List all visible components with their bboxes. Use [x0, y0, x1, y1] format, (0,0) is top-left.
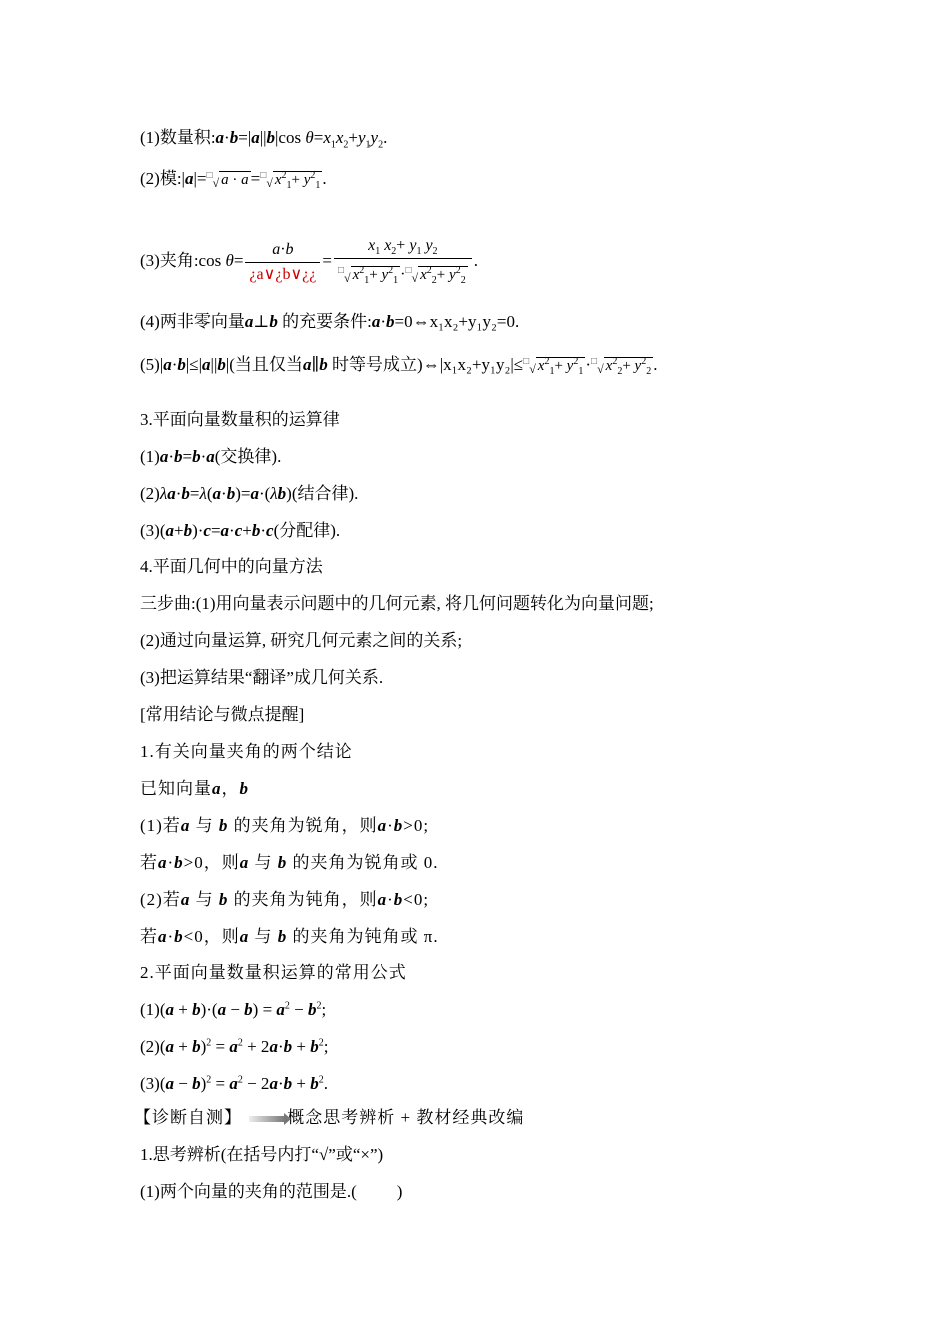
- diagnostic-subtitle: 概念思考辨析 + 教材经典改编: [287, 1108, 525, 1127]
- text: >0;: [403, 816, 430, 835]
- text: >0，则: [183, 853, 240, 872]
- known-vectors: 已知向量a，b: [140, 779, 249, 798]
- section-3-title: 3.平面向量数量积的运算律: [140, 410, 340, 429]
- diagnostic-title: 【诊断自测】: [134, 1108, 242, 1127]
- arrow-right-icon: [249, 1116, 285, 1122]
- formula-label: (4)两非零向量: [140, 312, 245, 331]
- text: 若: [140, 927, 158, 946]
- text: 的夹角为锐角或 0.: [292, 853, 439, 872]
- law-name: (分配律).: [273, 521, 341, 540]
- angle-fraction-coords: $\frac{x_1 x_2+ y_1 y_2}{^□√ x^2_1+ y^2_1 \cdot^□√ x^2_2+ y^2_2}$: [334, 236, 472, 288]
- text: 的夹角为钝角或 π.: [292, 927, 439, 946]
- law-name: (交换律).: [214, 447, 282, 466]
- text: (1)若: [140, 816, 181, 835]
- law-distributive: (3)(a+b)·c=a·c+b·c(分配律).: [140, 521, 341, 540]
- question-1-item-1: (1)两个向量的夹角的范围是.( ): [140, 1182, 403, 1201]
- formula-text: 的充要条件:: [282, 312, 372, 331]
- text: 的夹角为锐角，则: [233, 816, 378, 835]
- common-formula-3: $(3)(a - b)^2 = a^2 - 2a\cdot b + b^2$.: [140, 1074, 328, 1093]
- formula-perpendicular: (4)两非零向量a⊥b 的充要条件:a·b=0⇔x₁x₂+y₁y₂=0.: [140, 312, 520, 331]
- formula-text: 时等号成立)⇔|x₁x₂+y₁y₂|≤: [332, 355, 524, 374]
- text: <0，则: [183, 927, 240, 946]
- common-formula-2: $(2)(a + b)^2 = a^2 + 2a\cdot b + b^2$;: [140, 1037, 329, 1056]
- text: 与: [195, 890, 214, 909]
- text: 已知向量: [140, 779, 212, 798]
- angle-fraction: $\frac{a\cdot b}{¿a\vee¿b\vee¿¿}$: [245, 240, 320, 285]
- method-step-3: (3)把运算结果“翻译”成几何关系.: [140, 668, 384, 687]
- question-text: (1)两个向量的夹角的范围是.(: [140, 1182, 357, 1201]
- text: 与: [254, 927, 273, 946]
- formula-dot-product: (1)数量积:a·b=|a||b|cos $\theta=x_1x_2+y_1y_2$.: [140, 128, 388, 151]
- law-associative: (2)λa·b=λ(a·b)=a·(λb)(结合律).: [140, 484, 359, 503]
- text: (2)若: [140, 890, 181, 909]
- formula-magnitude: (2)模:|a|=□√ a · a =□√ $x^2_1+ y^2_1$ .: [140, 169, 327, 191]
- text: <0;: [403, 890, 430, 909]
- formula-tail: =0⇔x₁x₂+y₁y₂=0.: [394, 312, 520, 331]
- formula-angle: (3)夹角:cos θ= $\frac{a\cdot b}{¿a\vee¿b\vee¿¿}$ = $\frac{x_1 x_2+ y_1 y_2}{^□√ x^2_1+ y^2_1 \cdot^□√ x^2_2+ y^2_2}$ .: [140, 237, 478, 286]
- tips-title: [常用结论与微点提醒]: [140, 705, 305, 724]
- conclusion-1-obtuse: (2)若a 与 b 的夹角为钝角，则a·b<0;: [140, 890, 430, 909]
- missing-glyph-icon: □: [206, 170, 213, 181]
- conclusion-1-acute-converse: 若a·b>0，则a 与 b 的夹角为锐角或 0.: [140, 853, 439, 872]
- section-4-title: 4.平面几何中的向量方法: [140, 557, 323, 576]
- law-commutative: (1)a·b=b·a(交换律).: [140, 447, 282, 466]
- formula-label: (1)数量积:: [140, 128, 216, 147]
- formula-label: (2)模:: [140, 169, 182, 188]
- conclusion-2-title: 2.平面向量数量积运算的常用公式: [140, 963, 407, 982]
- conclusion-1-acute: (1)若a 与 b 的夹角为锐角，则a·b>0;: [140, 816, 430, 835]
- text: 与: [195, 816, 214, 835]
- text: 的夹角为钝角，则: [233, 890, 378, 909]
- formula-label: (5): [140, 355, 160, 374]
- garbled-denominator: ¿a∨¿b∨¿¿: [249, 265, 317, 283]
- conclusion-1-title: 1.有关向量夹角的两个结论: [140, 742, 353, 761]
- method-step-2: (2)通过向量运算, 研究几何元素之间的关系;: [140, 631, 463, 650]
- formula-label: (3)夹角:: [140, 250, 199, 270]
- text: 若: [140, 853, 158, 872]
- method-step-1: 三步曲:(1)用向量表示问题中的几何元素, 将几何问题转化为向量问题;: [140, 594, 654, 613]
- common-formula-1: $(1)(a + b)\cdot(a - b) = a^2 - b^2$;: [140, 1000, 327, 1019]
- diagnostic-header: [134, 1108, 524, 1128]
- conclusion-1-obtuse-converse: 若a·b<0，则a 与 b 的夹角为钝角或 π.: [140, 927, 439, 946]
- question-1-title: 1.思考辨析(在括号内打“√”或“×”): [140, 1145, 384, 1164]
- text: 与: [254, 853, 273, 872]
- formula-text: (当且仅当: [229, 355, 303, 374]
- missing-glyph-icon: □: [260, 170, 267, 181]
- formula-inequality: (5)|a·b|≤|a||b|(当且仅当a∥b 时等号成立)⇔|x₁x₂+y₁y₂|≤□√ $x^2_1+ y^2_1 \cdot^□√$ $x^2_2+ y^2_2$ .: [140, 355, 658, 377]
- law-name: (结合律).: [291, 484, 359, 503]
